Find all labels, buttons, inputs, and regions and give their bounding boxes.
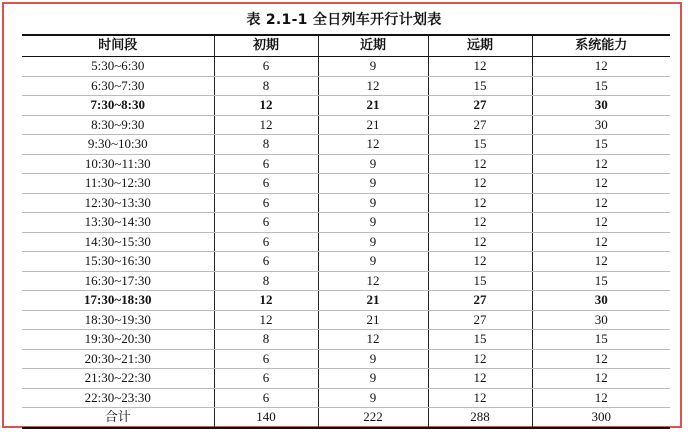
- cell-near: 12: [318, 271, 428, 291]
- cell-early: 12: [214, 291, 318, 311]
- cell-far: 27: [428, 115, 532, 135]
- total-row: [22, 408, 670, 428]
- cell-capacity: 12: [532, 174, 670, 194]
- cell-period: 5:30~6:30: [22, 57, 214, 77]
- cell-early: 6: [214, 252, 318, 272]
- cell-near: 21: [318, 291, 428, 311]
- cell-period: 20:30~21:30: [22, 349, 214, 369]
- cell-capacity: 12: [532, 252, 670, 272]
- cell-capacity: 12: [532, 232, 670, 252]
- cell-near: 21: [318, 96, 428, 116]
- cell-period: 13:30~14:30: [22, 213, 214, 233]
- cell-far: 15: [428, 135, 532, 155]
- cell-capacity: 12: [532, 193, 670, 213]
- cell-period: 16:30~17:30: [22, 271, 214, 291]
- cell-capacity: 15: [532, 271, 670, 291]
- cell-far: 15: [428, 271, 532, 291]
- total-early: 140: [214, 408, 318, 428]
- cell-capacity: 15: [532, 76, 670, 96]
- cell-far: 12: [428, 154, 532, 174]
- cell-near: 21: [318, 115, 428, 135]
- cell-capacity: 12: [532, 213, 670, 233]
- cell-near: 9: [318, 252, 428, 272]
- header-early: 初期: [214, 35, 318, 57]
- cell-far: 12: [428, 232, 532, 252]
- table-row: [22, 174, 670, 194]
- cell-early: 8: [214, 135, 318, 155]
- cell-capacity: 15: [532, 135, 670, 155]
- header-far: 远期: [428, 35, 532, 57]
- table-row: [22, 291, 670, 311]
- cell-early: 6: [214, 349, 318, 369]
- cell-far: 27: [428, 291, 532, 311]
- cell-period: 19:30~20:30: [22, 330, 214, 350]
- cell-early: 6: [214, 57, 318, 77]
- cell-near: 9: [318, 349, 428, 369]
- cell-near: 9: [318, 232, 428, 252]
- cell-capacity: 30: [532, 96, 670, 116]
- cell-near: 9: [318, 57, 428, 77]
- table-row: [22, 193, 670, 213]
- cell-period: 17:30~18:30: [22, 291, 214, 311]
- train-schedule-table: [22, 34, 670, 429]
- cell-period: 6:30~7:30: [22, 76, 214, 96]
- cell-near: 9: [318, 388, 428, 408]
- cell-capacity: 12: [532, 349, 670, 369]
- table-row: [22, 115, 670, 135]
- cell-far: 12: [428, 388, 532, 408]
- header-period: 时间段: [22, 35, 214, 57]
- cell-early: 6: [214, 154, 318, 174]
- cell-early: 6: [214, 388, 318, 408]
- header-near: 近期: [318, 35, 428, 57]
- cell-early: 6: [214, 369, 318, 389]
- cell-early: 12: [214, 115, 318, 135]
- cell-early: 12: [214, 310, 318, 330]
- table-body: [22, 57, 670, 428]
- cell-early: 6: [214, 213, 318, 233]
- table-row: [22, 369, 670, 389]
- total-near: 222: [318, 408, 428, 428]
- cell-capacity: 12: [532, 57, 670, 77]
- cell-near: 9: [318, 369, 428, 389]
- table-row: [22, 76, 670, 96]
- cell-early: 8: [214, 76, 318, 96]
- cell-far: 12: [428, 193, 532, 213]
- cell-early: 12: [214, 96, 318, 116]
- cell-near: 21: [318, 310, 428, 330]
- header-row: [22, 35, 670, 57]
- total-far: 288: [428, 408, 532, 428]
- cell-capacity: 30: [532, 310, 670, 330]
- total-label: 合计: [22, 408, 214, 428]
- cell-near: 12: [318, 330, 428, 350]
- cell-near: 9: [318, 193, 428, 213]
- cell-far: 15: [428, 76, 532, 96]
- table-row: [22, 213, 670, 233]
- cell-period: 8:30~9:30: [22, 115, 214, 135]
- cell-near: 12: [318, 76, 428, 96]
- cell-far: 15: [428, 330, 532, 350]
- cell-near: 9: [318, 174, 428, 194]
- cell-period: 7:30~8:30: [22, 96, 214, 116]
- cell-early: 8: [214, 271, 318, 291]
- table-row: [22, 330, 670, 350]
- table-row: [22, 154, 670, 174]
- cell-far: 12: [428, 174, 532, 194]
- cell-capacity: 15: [532, 330, 670, 350]
- cell-period: 22:30~23:30: [22, 388, 214, 408]
- cell-period: 15:30~16:30: [22, 252, 214, 272]
- table-row: [22, 57, 670, 77]
- table-title: 表 2.1-1 全日列车开行计划表: [246, 12, 442, 28]
- cell-early: 6: [214, 174, 318, 194]
- cell-near: 12: [318, 135, 428, 155]
- cell-early: 8: [214, 330, 318, 350]
- cell-early: 6: [214, 193, 318, 213]
- cell-period: 21:30~22:30: [22, 369, 214, 389]
- cell-capacity: 30: [532, 291, 670, 311]
- table-row: [22, 232, 670, 252]
- cell-capacity: 30: [532, 115, 670, 135]
- cell-far: 27: [428, 310, 532, 330]
- cell-far: 27: [428, 96, 532, 116]
- cell-early: 6: [214, 232, 318, 252]
- table-row: [22, 135, 670, 155]
- cell-period: 9:30~10:30: [22, 135, 214, 155]
- cell-near: 9: [318, 213, 428, 233]
- total-capacity: 300: [532, 408, 670, 428]
- table-row: [22, 310, 670, 330]
- cell-far: 12: [428, 252, 532, 272]
- cell-far: 12: [428, 369, 532, 389]
- table-row: [22, 96, 670, 116]
- header-capacity: 系统能力: [532, 35, 670, 57]
- cell-capacity: 12: [532, 369, 670, 389]
- cell-period: 12:30~13:30: [22, 193, 214, 213]
- table-row: [22, 271, 670, 291]
- cell-far: 12: [428, 349, 532, 369]
- cell-capacity: 12: [532, 154, 670, 174]
- table-row: [22, 252, 670, 272]
- cell-capacity: 12: [532, 388, 670, 408]
- cell-period: 14:30~15:30: [22, 232, 214, 252]
- cell-period: 11:30~12:30: [22, 174, 214, 194]
- cell-period: 10:30~11:30: [22, 154, 214, 174]
- cell-far: 12: [428, 213, 532, 233]
- table-row: [22, 349, 670, 369]
- cell-near: 9: [318, 154, 428, 174]
- table-row: [22, 388, 670, 408]
- cell-far: 12: [428, 57, 532, 77]
- cell-period: 18:30~19:30: [22, 310, 214, 330]
